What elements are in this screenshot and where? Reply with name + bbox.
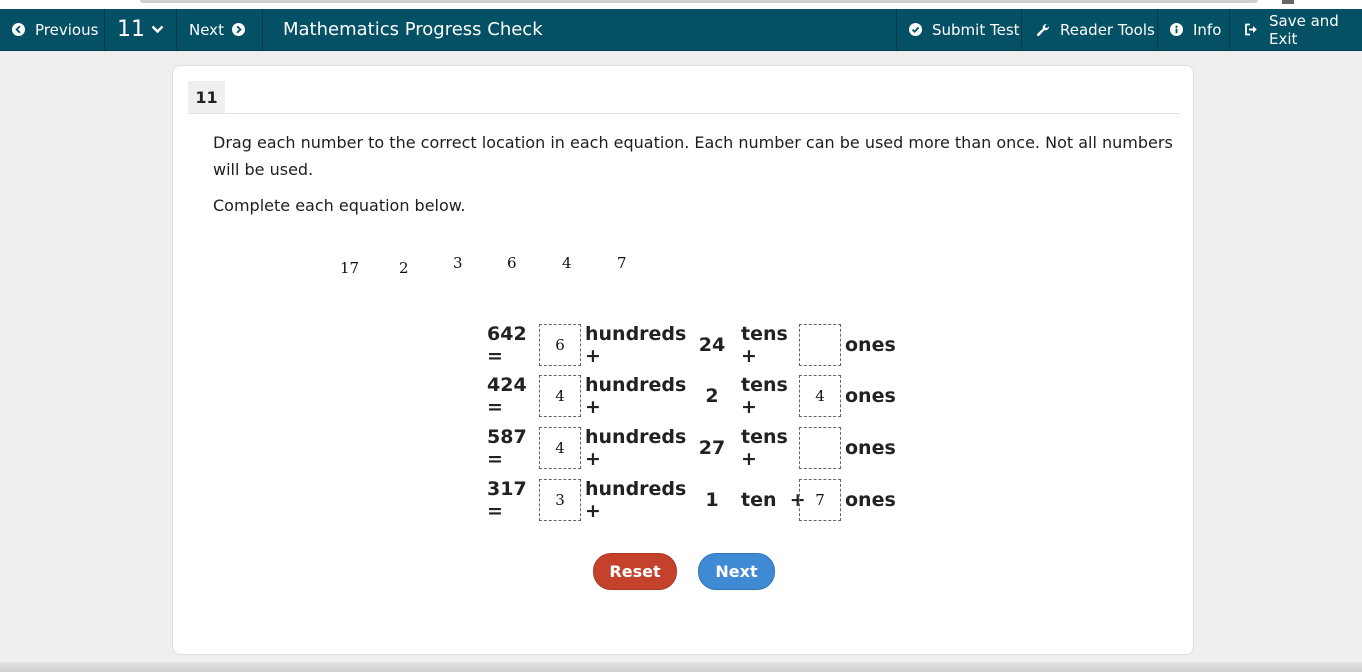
tens-value: 24 [698, 334, 726, 356]
reset-button[interactable]: Reset [593, 553, 677, 590]
wrench-icon [1036, 23, 1050, 37]
page-bottom-edge [0, 662, 1362, 672]
equation-number: 587 = [487, 426, 527, 470]
browser-top-strip [0, 0, 1362, 9]
resize-handle[interactable] [1282, 0, 1294, 4]
number-tile[interactable]: 2 [399, 259, 409, 277]
hundreds-label: hundreds + [585, 323, 687, 367]
previous-label: Previous [35, 20, 99, 39]
next-question-button[interactable] [177, 9, 263, 50]
sign-out-icon [1244, 23, 1258, 36]
ones-drop-zone[interactable] [799, 324, 841, 366]
next-button[interactable]: Next [698, 553, 775, 590]
horizontal-scrollbar[interactable] [140, 0, 1258, 3]
question-selector[interactable] [105, 9, 177, 50]
test-toolbar [0, 9, 1362, 51]
number-tile[interactable]: 6 [507, 254, 517, 272]
info-button[interactable] [1157, 9, 1229, 50]
number-tile[interactable]: 7 [617, 254, 627, 272]
page-title: Mathematics Progress Check [283, 19, 543, 40]
tens-label: tens + [741, 426, 788, 470]
number-tile[interactable]: 4 [562, 254, 572, 272]
ones-label: ones [845, 437, 896, 459]
equation-number: 317 = [487, 478, 527, 522]
question-number: 11 [117, 17, 145, 42]
tens-value: 1 [705, 489, 719, 511]
submit-test-button[interactable] [896, 9, 1021, 50]
question-number-badge: 11 [188, 81, 225, 113]
save-and-exit-label: Save and Exit [1269, 11, 1339, 48]
question-instructions: Drag each number to the correct location in each equation. Each number can be used more than once. Not all numbers will be used. [213, 133, 1173, 179]
hundreds-label: hundreds + [585, 478, 687, 522]
next-label: Next [189, 20, 224, 39]
info-icon [1170, 23, 1183, 36]
equation-number: 642 = [487, 323, 527, 367]
question-card [172, 65, 1194, 655]
check-circle-icon [909, 23, 922, 36]
hundreds-label: hundreds + [585, 374, 687, 418]
number-tile[interactable]: 3 [453, 254, 463, 272]
arrow-right-circle-icon [232, 23, 245, 36]
reader-tools-label: Reader Tools [1060, 20, 1155, 39]
hundreds-drop-zone[interactable]: 4 [539, 375, 581, 417]
ones-label: ones [845, 489, 896, 511]
equation-number: 424 = [487, 374, 527, 418]
ones-label: ones [845, 385, 896, 407]
chevron-down-icon [151, 25, 164, 34]
ones-drop-zone[interactable]: 7 [799, 479, 841, 521]
arrow-left-circle-icon [12, 23, 25, 36]
reader-tools-button[interactable] [1021, 9, 1157, 50]
ones-label: ones [845, 334, 896, 356]
tens-value: 2 [705, 385, 719, 407]
number-tile[interactable]: 17 [340, 259, 360, 277]
question-prompt: Complete each equation below. [213, 196, 466, 215]
previous-button[interactable] [0, 9, 105, 50]
save-and-exit-button[interactable] [1229, 9, 1362, 50]
tens-label: tens + [741, 323, 788, 367]
ones-drop-zone[interactable]: 4 [799, 375, 841, 417]
hundreds-label: hundreds + [585, 426, 687, 470]
divider [188, 113, 1180, 114]
tens-value: 27 [698, 437, 726, 459]
hundreds-drop-zone[interactable]: 3 [539, 479, 581, 521]
info-label: Info [1193, 20, 1222, 39]
submit-test-label: Submit Test [932, 20, 1020, 39]
hundreds-drop-zone[interactable]: 6 [539, 324, 581, 366]
tens-label: ten + [741, 489, 806, 511]
hundreds-drop-zone[interactable]: 4 [539, 427, 581, 469]
tens-label: tens + [741, 374, 788, 418]
ones-drop-zone[interactable] [799, 427, 841, 469]
